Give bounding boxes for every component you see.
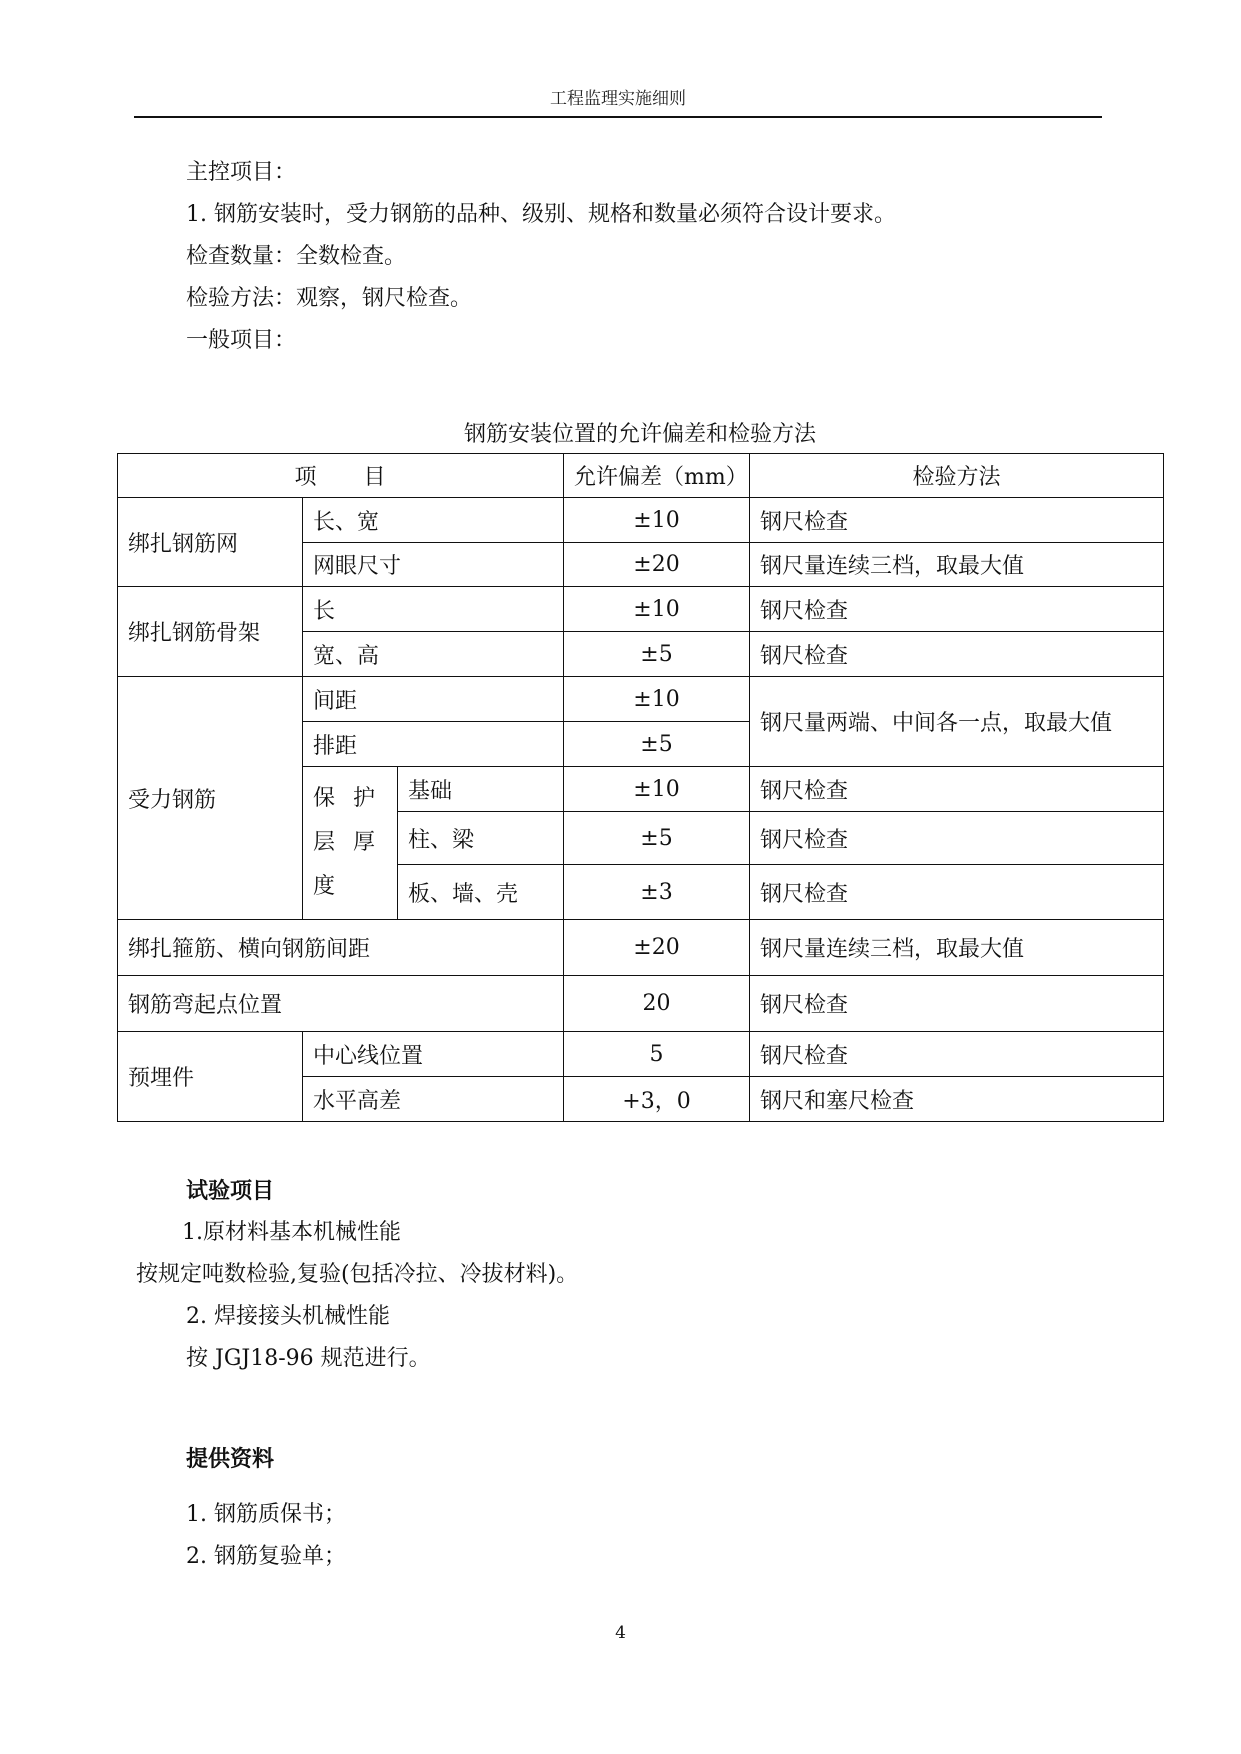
test-item-1-detail: 按规定吨数检验,复验(包括冷拉、冷拔材料)。 <box>136 1262 579 1287</box>
row-method: 钢尺检查 <box>750 632 1164 677</box>
group-label-embedded: 预埋件 <box>118 1032 303 1122</box>
row-method: 钢尺检查 <box>750 498 1164 543</box>
row-name: 水平高差 <box>303 1077 564 1122</box>
row-method: 钢尺量连续三档，取最大值 <box>750 543 1164 587</box>
row-name: 绑扎箍筋、横向钢筋间距 <box>118 920 564 976</box>
page-header-title: 工程监理实施细则 <box>550 89 686 109</box>
main-items-label: 主控项目： <box>186 160 297 185</box>
tolerance-table <box>117 453 1164 1122</box>
table-row <box>118 976 1164 1032</box>
row-name: 板、墙、壳 <box>398 865 564 920</box>
cover-thickness-label <box>303 767 398 920</box>
main-item-1: 1. 钢筋安装时，受力钢筋的品种、级别、规格和数量必须符合设计要求。 <box>186 202 896 227</box>
group-label-skeleton: 绑扎钢筋骨架 <box>118 587 303 677</box>
row-name: 间距 <box>303 677 564 722</box>
table-caption: 钢筋安装位置的允许偏差和检验方法 <box>463 422 816 447</box>
row-name: 钢筋弯起点位置 <box>118 976 564 1032</box>
test-item-2-detail: 按 JGJ18-96 规范进行。 <box>186 1346 431 1371</box>
table-row <box>118 1032 1164 1077</box>
table-row <box>118 498 1164 543</box>
row-name: 宽、高 <box>303 632 564 677</box>
row-name: 基础 <box>398 767 564 812</box>
group-label-mesh: 绑扎钢筋网 <box>118 498 303 587</box>
row-method: 钢尺量两端、中间各一点，取最大值 <box>750 677 1164 767</box>
row-name: 柱、梁 <box>398 812 564 865</box>
row-value: ±3 <box>564 865 750 920</box>
table-header-row <box>118 454 1164 498</box>
cover-label-line: 度 <box>313 874 336 899</box>
test-section-heading: 试验项目 <box>186 1178 275 1204</box>
row-value: 5 <box>564 1032 750 1077</box>
row-value: 20 <box>564 976 750 1032</box>
row-method: 钢尺检查 <box>750 865 1164 920</box>
row-method: 钢尺检查 <box>750 812 1164 865</box>
row-method: 钢尺检查 <box>750 1032 1164 1077</box>
test-item-2: 2. 焊接接头机械性能 <box>186 1304 390 1329</box>
group-label-stressed: 受力钢筋 <box>118 677 303 920</box>
row-method: 钢尺检查 <box>750 587 1164 632</box>
row-value: ±5 <box>564 812 750 865</box>
check-method: 检验方法：观察，钢尺检查。 <box>186 286 473 311</box>
row-value: +3，0 <box>564 1077 750 1122</box>
row-value: ±10 <box>564 498 750 543</box>
row-value: ±10 <box>564 587 750 632</box>
row-value: ±20 <box>564 920 750 976</box>
docs-item-2: 2. 钢筋复验单； <box>186 1544 346 1569</box>
row-method: 钢尺和塞尺检查 <box>750 1077 1164 1122</box>
row-name: 长 <box>303 587 564 632</box>
header-deviation: 允许偏差（mm） <box>564 454 750 498</box>
row-value: ±20 <box>564 543 750 587</box>
row-method: 钢尺检查 <box>750 767 1164 812</box>
row-value: ±5 <box>564 632 750 677</box>
header-method: 检验方法 <box>750 454 1164 498</box>
test-item-1: 1.原材料基本机械性能 <box>182 1220 401 1245</box>
table-row <box>118 587 1164 632</box>
cover-label-line: 层厚 <box>313 830 394 855</box>
cover-label-line: 保护 <box>313 786 394 811</box>
row-name: 网眼尺寸 <box>303 543 564 587</box>
check-quantity: 检查数量：全数检查。 <box>186 244 407 269</box>
page-number: 4 <box>615 1623 626 1643</box>
header-item: 项 目 <box>118 454 564 498</box>
row-value: ±10 <box>564 677 750 722</box>
row-name: 中心线位置 <box>303 1032 564 1077</box>
row-method: 钢尺检查 <box>750 976 1164 1032</box>
docs-item-1: 1. 钢筋质保书； <box>186 1502 346 1527</box>
row-method: 钢尺量连续三档，取最大值 <box>750 920 1164 976</box>
table-row <box>118 920 1164 976</box>
row-name: 排距 <box>303 722 564 767</box>
header-rule <box>134 116 1102 118</box>
row-value: ±5 <box>564 722 750 767</box>
general-items-label: 一般项目： <box>186 328 297 353</box>
row-value: ±10 <box>564 767 750 812</box>
row-name: 长、宽 <box>303 498 564 543</box>
docs-section-heading: 提供资料 <box>186 1446 275 1472</box>
table-row <box>118 677 1164 722</box>
